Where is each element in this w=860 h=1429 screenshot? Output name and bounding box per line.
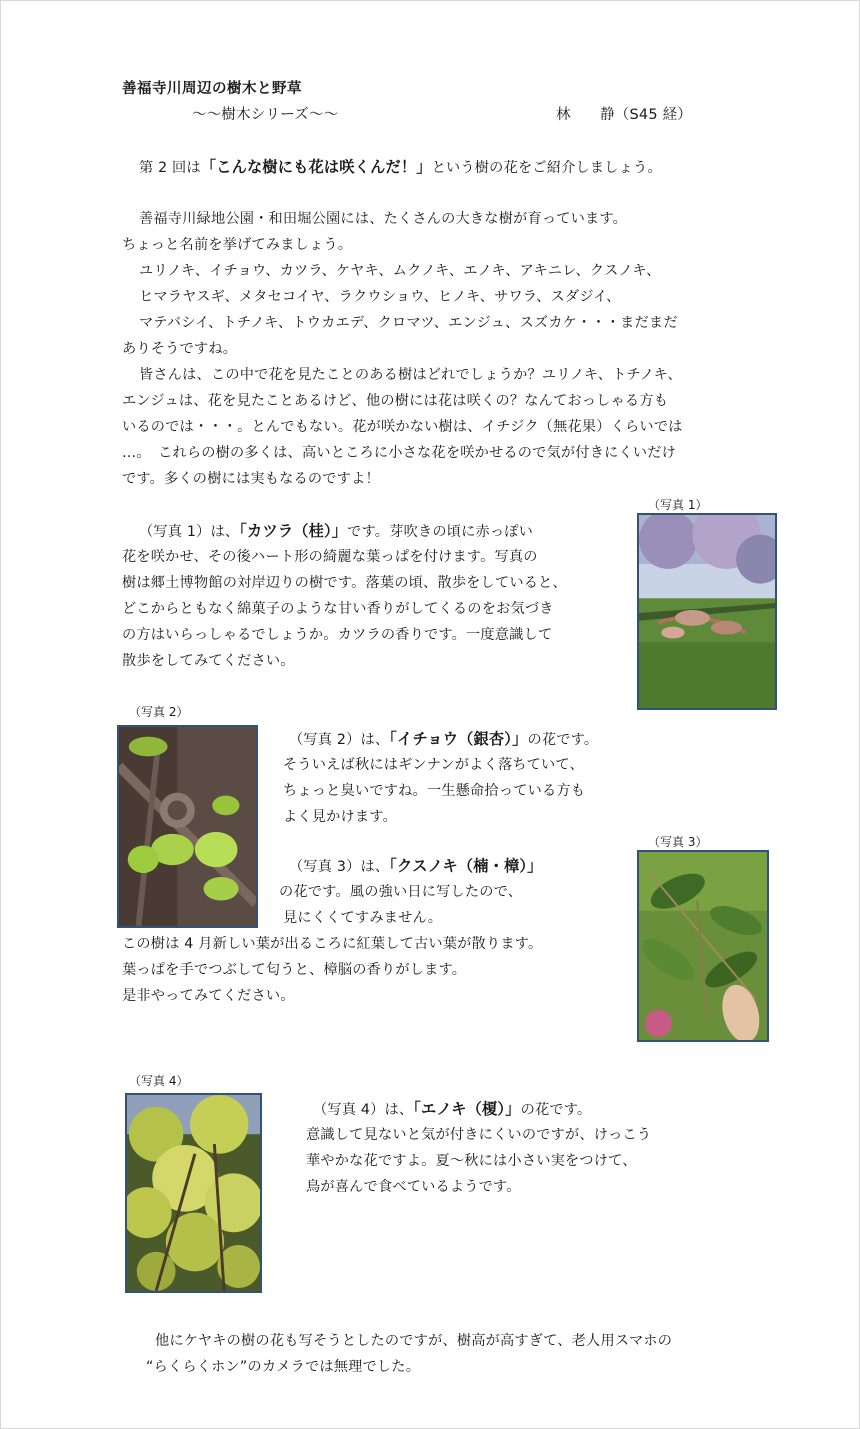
photo2-line: そういえば秋にはギンナンがよく落ちていて、	[283, 757, 584, 773]
article-title: 善福寺川周辺の樹木と野草	[122, 81, 302, 97]
photo1-lead-bold: 「カツラ（桂）」	[239, 522, 348, 540]
photo2-lead	[289, 730, 598, 749]
photo2-line: ちょっと臭いですね。一生懸命拾っている方も	[283, 783, 586, 799]
photo1-line: 散歩をしてみてください。	[122, 653, 295, 669]
photo2-lead-post: の花です。	[527, 732, 599, 748]
photo3-lead-bold: 「クスノキ（楠・樟）」	[389, 857, 543, 875]
photo2-icho-image	[117, 725, 258, 928]
para1-line: ユリノキ、イチョウ、カツラ、ケヤキ、ムクノキ、エノキ、アキニレ、クスノキ、	[139, 263, 661, 279]
para1-line: ちょっと名前を挙げてみましょう。	[122, 237, 353, 253]
photo1-lead	[139, 522, 533, 541]
photo3-kusunoki-image	[637, 850, 769, 1042]
para1-line: ヒマラヤスギ、メタセコイヤ、ラクウショウ、ヒノキ、サワラ、スダジイ、	[139, 289, 621, 305]
para1-line: マテバシイ、トチノキ、トウカエデ、クロマツ、エンジュ、スズカケ・・・まだまだ	[139, 315, 678, 331]
photo3-lead	[289, 857, 543, 876]
photo4-line: 鳥が喜んで食べているようです。	[306, 1179, 521, 1195]
photo1-line: 樹は郷土博物館の対岸辺りの樹です。落葉の頃、散歩をしていると、	[122, 575, 567, 591]
photo3-line: 是非やってみてください。	[122, 988, 295, 1004]
series-subtitle: ～～樹木シリーズ～～	[192, 107, 339, 123]
photo1-line: 花を咲かせ、その後ハート形の綺麗な葉っぱを付けます。写真の	[122, 549, 538, 565]
intro-line	[139, 158, 662, 177]
photo3-line: 葉っぱを手でつぶして匂うと、樟脳の香りがします。	[122, 962, 467, 978]
closing-line: 他にケヤキの樹の花も写そうとしたのですが、樹高が高すぎて、老人用スマホの	[155, 1333, 673, 1349]
photo2-line: よく見かけます。	[283, 809, 397, 825]
photo3-lead-pre: （写真 3）は、	[289, 859, 390, 875]
photo2-caption: （写真 2）	[129, 705, 189, 719]
closing-line: “らくらくホン”のカメラでは無理でした。	[146, 1359, 421, 1375]
photo4-line: 華やかな花ですよ。夏～秋には小さい実をつけて、	[306, 1153, 637, 1169]
author-name: 林 静（S45 経）	[556, 107, 692, 123]
photo1-lead-pre: （写真 1）は、	[139, 524, 240, 540]
para1-line: …。 これらの樹の多くは、高いところに小さな花を咲かせるので気が付きにくいだけ	[122, 445, 677, 461]
photo1-lead-post: です。芽吹きの頃に赤っぽい	[347, 524, 534, 540]
photo1-line: どこからともなく綿菓子のような甘い香りがしてくるのをお気づき	[122, 601, 554, 617]
photo4-lead-bold: 「エノキ（榎）」	[413, 1100, 521, 1118]
intro-post: という樹の花をご紹介しましょう。	[431, 160, 662, 176]
photo4-caption: （写真 4）	[129, 1074, 189, 1088]
photo2-lead-pre: （写真 2）は、	[289, 732, 390, 748]
photo4-enoki-image	[125, 1093, 262, 1293]
para1-line: エンジュは、花を見たことあるけど、他の樹には花は咲くの？なんておっしゃる方も	[122, 393, 669, 409]
intro-pre: 第 2 回は	[139, 160, 201, 176]
photo3-line: この樹は 4 月新しい葉が出るころに紅葉して古い葉が散ります。	[122, 936, 543, 952]
para1-line: ありそうですね。	[122, 341, 238, 357]
photo4-line: 意識して見ないと気が付きにくいのですが、けっこう	[306, 1127, 652, 1143]
photo3-line: 見にくくてすみません。	[283, 910, 443, 926]
para1-line: 善福寺川緑地公園・和田堀公園には、たくさんの大きな樹が育っています。	[139, 211, 628, 227]
intro-bold: 「こんな樹にも花は咲くんだ！」	[200, 158, 432, 176]
para1-line: 皆さんは、この中で花を見たことのある樹はどれでしょうか？ユリノキ、トチノキ、	[139, 367, 682, 383]
photo1-caption: （写真 1）	[648, 498, 708, 512]
photo3-caption: （写真 3）	[648, 835, 708, 849]
photo4-lead-pre: （写真 4）は、	[313, 1102, 414, 1118]
photo1-line: の方はいらっしゃるでしょうか。カツラの香りです。一度意識して	[122, 627, 553, 643]
photo1-katsura-image	[637, 513, 777, 710]
photo4-lead	[313, 1100, 591, 1119]
photo3-line: の花です。風の強い日に写したので、	[279, 884, 523, 900]
para1-line: です。多くの樹には実もなるのですよ！	[122, 471, 380, 487]
photo4-lead-post: の花です。	[520, 1102, 592, 1118]
para1-line: いるのでは・・・。とんでもない。花が咲かない樹は、イチジク（無花果）くらいでは	[122, 419, 683, 435]
photo2-lead-bold: 「イチョウ（銀杏）」	[389, 730, 528, 748]
